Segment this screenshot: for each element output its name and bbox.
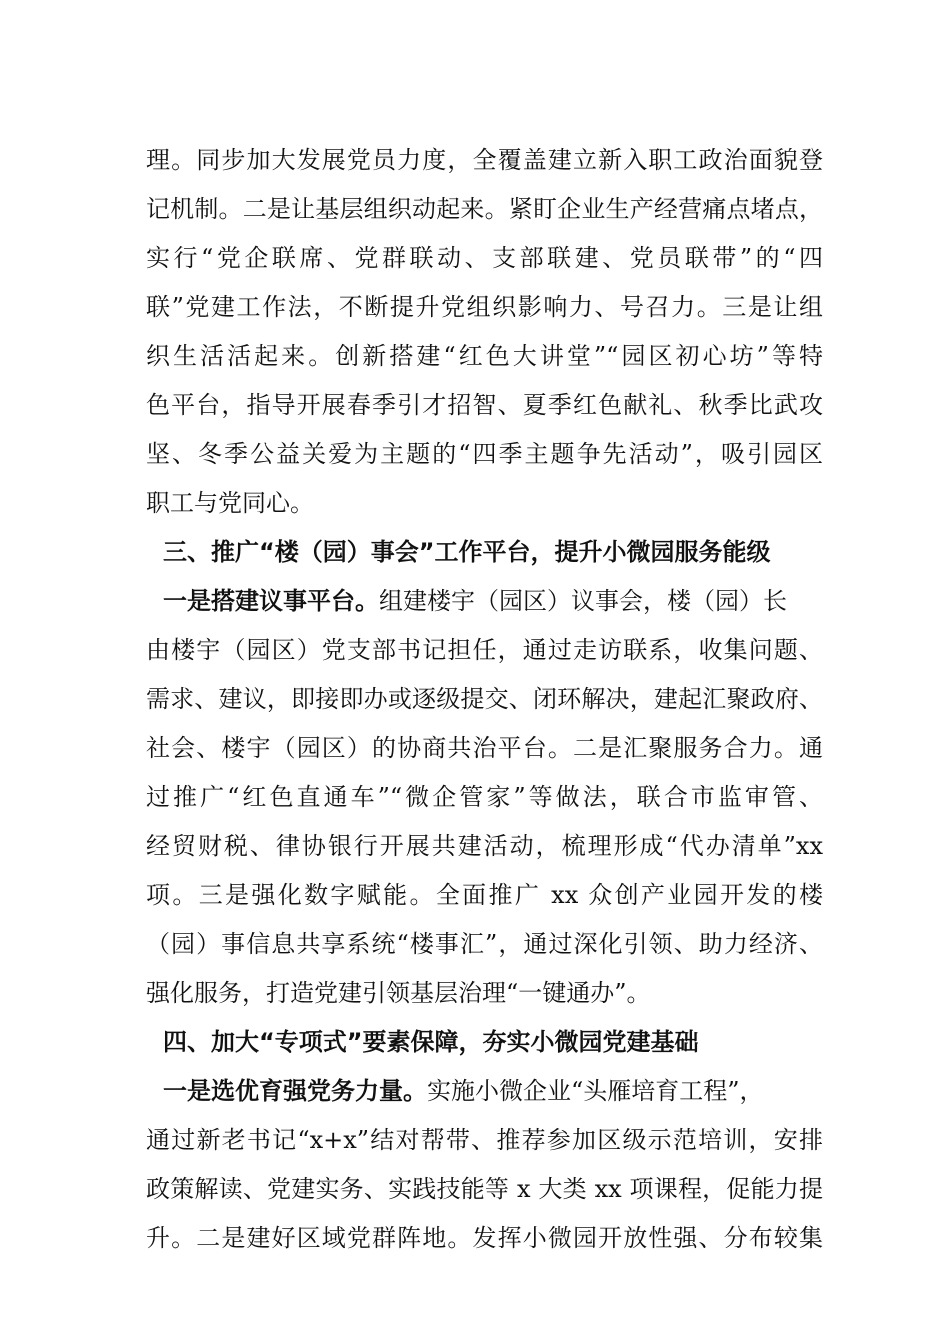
text-line-content: 过推广“红色直通车”“微企管家”等做法，联合市监审管、 bbox=[146, 783, 823, 811]
text-line-content: 坚、冬季公益关爱为主题的“四季主题争先活动”，吸引园区 bbox=[146, 440, 823, 468]
text-line-content: 色平台，指导开展春季引才招智、夏季红色献礼、秋季比武攻 bbox=[146, 391, 823, 419]
text-line-content: 政策解读、党建实务、实践技能等 x 大类 xx 项课程，促能力提 bbox=[146, 1175, 823, 1203]
text-line bbox=[0, 777, 950, 817]
text-line-content: （园）事信息共享系统“楼事汇”，通过深化引领、助力经济、 bbox=[146, 930, 823, 958]
text-line-content: 强化服务，打造党建引领基层治理“一键通办”。 bbox=[146, 979, 651, 1007]
text-line bbox=[0, 1071, 950, 1111]
text-line bbox=[0, 630, 950, 670]
lead-phrase: 一是选优育强党务力量。 bbox=[163, 1077, 427, 1105]
text-line bbox=[0, 728, 950, 768]
text-line bbox=[0, 1169, 950, 1209]
text-line bbox=[0, 434, 950, 474]
text-line-content bbox=[163, 581, 823, 621]
text-line bbox=[0, 679, 950, 719]
text-line-content: 记机制。二是让基层组织动起来。紧盯企业生产经营痛点堵点， bbox=[146, 195, 823, 223]
text-line-content: 通过新老书记“x+x”结对帮带、推荐参加区级示范培训，安排 bbox=[146, 1126, 823, 1154]
section-heading-text: 四、加大“专项式”要素保障，夯实小微园党建基础 bbox=[163, 1028, 699, 1056]
text-line bbox=[0, 875, 950, 915]
text-line bbox=[0, 483, 950, 523]
text-line bbox=[0, 336, 950, 376]
text-line bbox=[0, 1218, 950, 1258]
text-line bbox=[0, 826, 950, 866]
lead-phrase: 一是搭建议事平台。 bbox=[163, 587, 379, 615]
text-line-content: 项。三是强化数字赋能。全面推广 xx 众创产业园开发的楼 bbox=[146, 881, 823, 909]
text-line-content: 社会、楼宇（园区）的协商共治平台。二是汇聚服务合力。通 bbox=[146, 734, 823, 762]
text-line bbox=[0, 581, 950, 621]
text-line bbox=[0, 140, 950, 180]
text-line-content: 需求、建议，即接即办或逐级提交、闭环解决，建起汇聚政府、 bbox=[146, 685, 823, 713]
text-line-content: 实行“党企联席、党群联动、支部联建、党员联带”的“四 bbox=[146, 244, 823, 272]
text-line-content: 升。二是建好区域党群阵地。发挥小微园开放性强、分布较集 bbox=[146, 1224, 823, 1252]
lead-rest: 实施小微企业“头雁培育工程”， bbox=[427, 1077, 764, 1105]
text-line bbox=[0, 238, 950, 278]
text-line-content: 职工与党同心。 bbox=[146, 489, 314, 517]
text-line-content: 联”党建工作法，不断提升党组织影响力、号召力。三是让组 bbox=[146, 293, 823, 321]
text-line-content: 理。同步加大发展党员力度，全覆盖建立新入职工政治面貌登 bbox=[146, 146, 823, 174]
section-heading-text: 三、推广“楼（园）事会”工作平台，提升小微园服务能级 bbox=[163, 538, 771, 566]
text-line bbox=[0, 1120, 950, 1160]
text-line bbox=[0, 287, 950, 327]
text-line bbox=[0, 924, 950, 964]
section-heading bbox=[0, 1022, 950, 1062]
text-line-content: 织生活活起来。创新搭建“红色大讲堂”“园区初心坊”等特 bbox=[146, 342, 823, 370]
text-line bbox=[0, 189, 950, 229]
section-heading bbox=[0, 532, 950, 572]
text-line-content bbox=[163, 1071, 823, 1111]
text-line bbox=[0, 973, 950, 1013]
text-line bbox=[0, 385, 950, 425]
text-line-content: 由楼宇（园区）党支部书记担任，通过走访联系，收集问题、 bbox=[146, 636, 823, 664]
lead-rest: 组建楼宇（园区）议事会，楼（园）长 bbox=[379, 587, 787, 615]
text-line-content: 经贸财税、律协银行开展共建活动，梳理形成“代办清单”xx bbox=[146, 832, 823, 860]
